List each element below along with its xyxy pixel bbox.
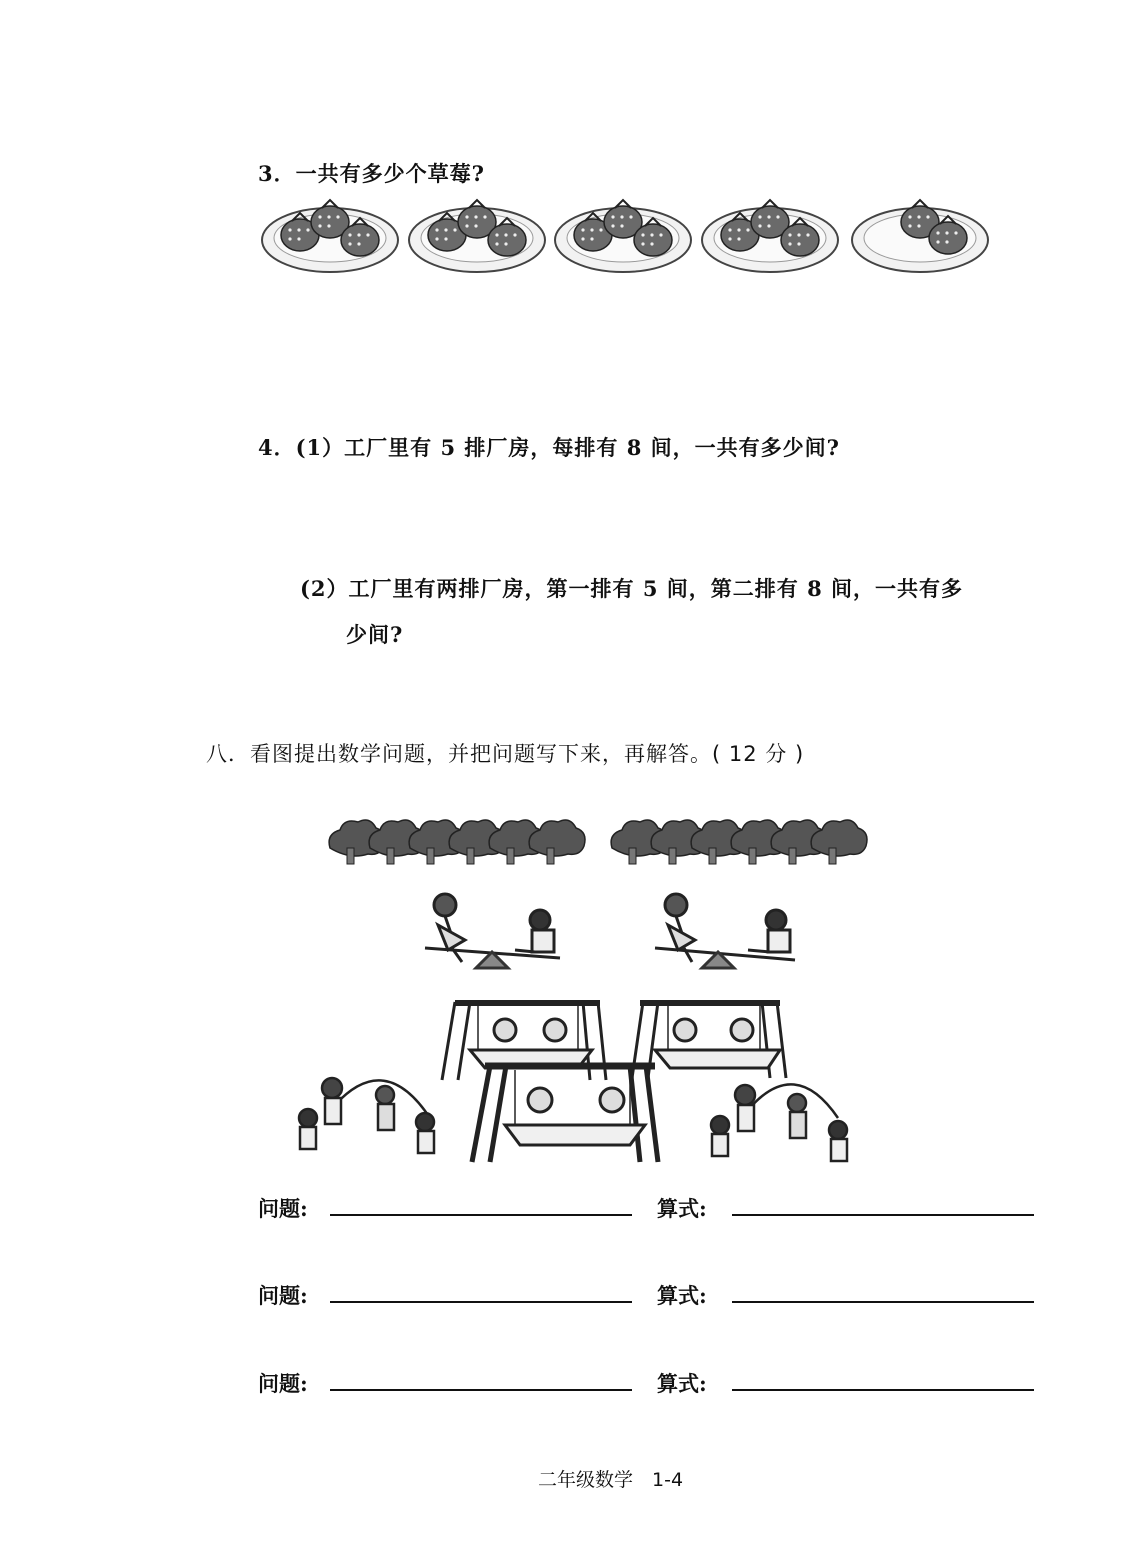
question-4-1-text: 4．(1）工厂里有 5 排厂房，每排有 8 间，一共有多少间? xyxy=(258,435,840,460)
question-4-2-text-line1: (2）工厂里有两排厂房，第一排有 5 间，第二排有 8 间，一共有多 xyxy=(300,576,964,601)
question-3-text: 3．一共有多少个草莓? xyxy=(258,161,485,186)
formula-answer-line[interactable] xyxy=(732,1389,1034,1391)
formula-label: 算式: xyxy=(657,1283,707,1308)
formula-answer-line[interactable] xyxy=(732,1214,1034,1216)
jump-rope-group-icon xyxy=(299,1078,434,1153)
jump-rope-group-icon xyxy=(711,1084,847,1161)
question-label: 问题: xyxy=(258,1371,308,1396)
question-answer-line[interactable] xyxy=(330,1301,632,1303)
tree-icon xyxy=(529,820,585,864)
section-8-title: 八．看图提出数学问题，并把问题写下来，再解答。( 12 分 ) xyxy=(206,742,805,766)
question-answer-line[interactable] xyxy=(330,1214,632,1216)
formula-answer-line[interactable] xyxy=(732,1301,1034,1303)
swing-icon xyxy=(472,1066,658,1162)
tree-row-icon xyxy=(329,820,867,864)
question-label: 问题: xyxy=(258,1196,308,1221)
swing-icon xyxy=(632,1002,786,1078)
page-footer: 二年级数学 1-4 xyxy=(538,1469,684,1491)
question-label: 问题: xyxy=(258,1283,308,1308)
question-4-2-text-line2: 少间? xyxy=(346,622,404,647)
seesaw-icon xyxy=(655,894,795,968)
tree-icon xyxy=(811,820,867,864)
seesaw-icon xyxy=(425,894,560,968)
question-answer-line[interactable] xyxy=(330,1389,632,1391)
formula-label: 算式: xyxy=(657,1371,707,1396)
formula-label: 算式: xyxy=(657,1196,707,1221)
